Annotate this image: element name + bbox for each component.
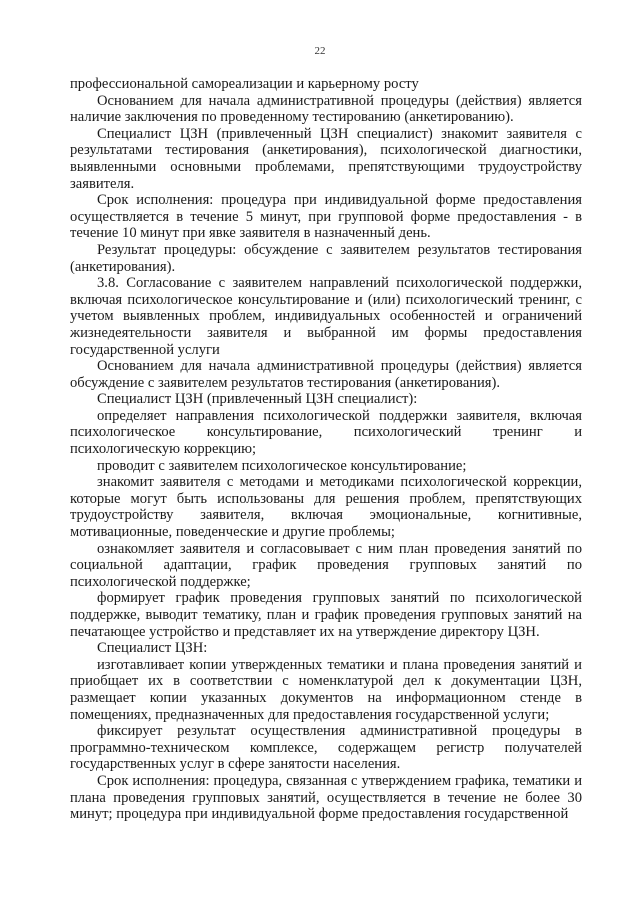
page-number: 22 xyxy=(314,45,326,57)
paragraph: Основанием для начала административной процедуры (действия) является обсуждение с заявителем результатов тестирования (анкетирования). xyxy=(70,358,582,391)
paragraph: Срок исполнения: процедура, связанная с утверждением графика, тематики и плана проведения групповых занятий, осуществляется в течение не более 30 минут; процедура при индивидуальной форме предоставления государственной xyxy=(70,772,582,823)
paragraph: профессиональной самореализации и карьерному росту xyxy=(70,76,419,92)
paragraph: Специалист ЦЗН (привлеченный ЦЗН специалист): xyxy=(97,391,418,408)
paragraph: Специалист ЦЗН: xyxy=(97,640,208,657)
list-item: проводит с заявителем психологическое консультирование; xyxy=(97,457,467,474)
section-heading-paragraph: 3.8. Согласование с заявителем направлений психологической поддержки, включая психологическое консультирование и (или) психологический тренинг, с учетом выявленных проблем, индивидуальных особенностей и ограничений жизнедеятельности заявителя и выбранной им формы предоставления государственной услуги xyxy=(70,275,582,358)
list-item: знакомит заявителя с методами и методиками психологической коррекции, которые могут быть использованы для решения проблем, препятствующих трудоустройству заявителя, включая эмоциональные, когнитивные, мотивационные, поведенческие и другие проблемы; xyxy=(70,474,582,541)
list-item: ознакомляет заявителя и согласовывает с ним план проведения занятий по социальной адаптации, график проведения групповых занятий по психологической поддержке; xyxy=(70,540,582,590)
list-item: изготавливает копии утвержденных тематики и плана проведения занятий и приобщает их в соответствии с номенклатурой дел к документации ЦЗН, размещает копии указанных документов на информационном стенде в помещениях, предназначенных для предоставления государственной услуги; xyxy=(70,656,582,723)
list-item: формирует график проведения групповых занятий по психологической поддержке, выводит тематику, план и график проведения групповых занятий на печатающее устройство и представляет их на утверждение директору ЦЗН. xyxy=(70,590,582,640)
paragraph: Результат процедуры: обсуждение с заявителем результатов тестирования (анкетирования). xyxy=(70,241,582,275)
list-item: фиксирует результат осуществления административной процедуры в программно-техническом комплексе, содержащем регистр получателей государственных услуг в сфере занятости населения. xyxy=(70,723,582,773)
paragraph: Специалист ЦЗН (привлеченный ЦЗН специалист) знакомит заявителя с результатами тестирования (анкетирования), психологической диагностики, выявленными основными проблемами, препятствующими трудоустройству заявителя. xyxy=(70,125,582,192)
list-item: определяет направления психологической поддержки заявителя, включая психологическое консультирование, психологический тренинг и психологическую коррекцию; xyxy=(70,407,582,458)
paragraph: Срок исполнения: процедура при индивидуальной форме предоставления осуществляется в течение 5 минут, при групповой форме предоставления - в течение 10 минут при явке заявителя в назначенный день. xyxy=(70,192,582,242)
document-body xyxy=(70,76,582,823)
paragraph: Основанием для начала административной процедуры (действия) является наличие заключения по проведенному тестированию (анкетированию). xyxy=(70,92,582,126)
